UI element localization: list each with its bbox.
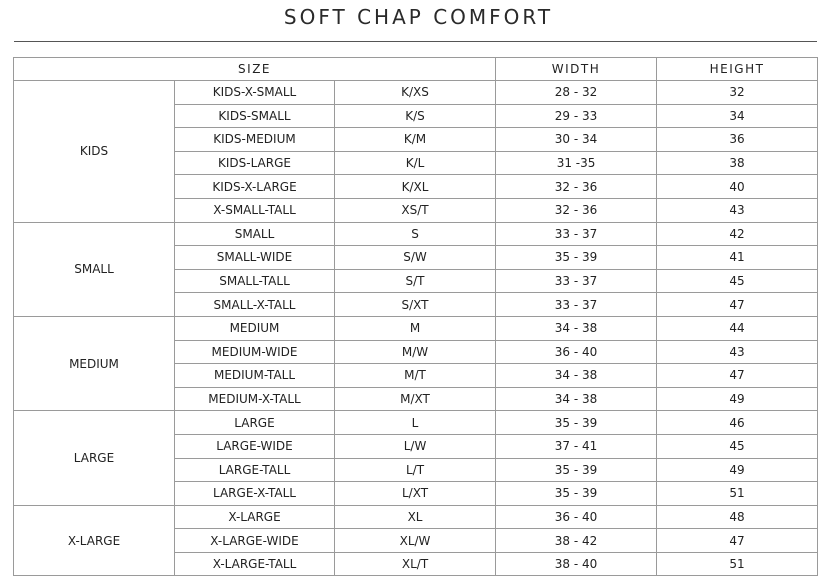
width-cell: 34 - 38 — [496, 364, 657, 388]
size-name-cell: KIDS-LARGE — [175, 151, 335, 175]
size-code-cell: S/XT — [335, 293, 496, 317]
title-divider — [14, 41, 817, 42]
width-cell: 37 - 41 — [496, 434, 657, 458]
width-cell: 35 - 39 — [496, 482, 657, 506]
height-cell: 49 — [657, 387, 818, 411]
size-name-cell: KIDS-SMALL — [175, 104, 335, 128]
width-cell: 38 - 42 — [496, 529, 657, 553]
width-cell: 33 - 37 — [496, 269, 657, 293]
table-body — [14, 81, 818, 576]
table-row — [14, 411, 818, 435]
height-cell: 47 — [657, 529, 818, 553]
size-code-cell: L — [335, 411, 496, 435]
size-name-cell: LARGE-TALL — [175, 458, 335, 482]
size-group-cell: KIDS — [14, 81, 175, 223]
width-header: WIDTH — [496, 58, 657, 81]
height-cell: 41 — [657, 246, 818, 270]
size-group-cell: X-LARGE — [14, 505, 175, 576]
size-name-cell: X-SMALL-TALL — [175, 198, 335, 222]
size-name-cell: MEDIUM-WIDE — [175, 340, 335, 364]
size-code-cell: K/M — [335, 128, 496, 152]
size-code-cell: M/T — [335, 364, 496, 388]
height-cell: 43 — [657, 198, 818, 222]
size-code-cell: XL/T — [335, 552, 496, 576]
height-cell: 44 — [657, 316, 818, 340]
size-code-cell: K/XL — [335, 175, 496, 199]
height-cell: 34 — [657, 104, 818, 128]
height-cell: 51 — [657, 552, 818, 576]
size-group-cell: LARGE — [14, 411, 175, 505]
size-name-cell: LARGE — [175, 411, 335, 435]
size-name-cell: X-LARGE — [175, 505, 335, 529]
size-code-cell: S/W — [335, 246, 496, 270]
width-cell: 29 - 33 — [496, 104, 657, 128]
size-code-cell: M/W — [335, 340, 496, 364]
size-name-cell: SMALL-WIDE — [175, 246, 335, 270]
height-cell: 40 — [657, 175, 818, 199]
height-cell: 36 — [657, 128, 818, 152]
size-name-cell: MEDIUM-X-TALL — [175, 387, 335, 411]
height-cell: 38 — [657, 151, 818, 175]
size-name-cell: LARGE-WIDE — [175, 434, 335, 458]
width-cell: 34 - 38 — [496, 316, 657, 340]
height-cell: 48 — [657, 505, 818, 529]
size-code-cell: S/T — [335, 269, 496, 293]
size-code-cell: L/T — [335, 458, 496, 482]
table-row — [14, 81, 818, 105]
size-header: SIZE — [14, 58, 496, 81]
size-name-cell: LARGE-X-TALL — [175, 482, 335, 506]
size-name-cell: KIDS-X-LARGE — [175, 175, 335, 199]
width-cell: 33 - 37 — [496, 293, 657, 317]
table-header — [14, 58, 818, 81]
size-name-cell: SMALL — [175, 222, 335, 246]
width-cell: 36 - 40 — [496, 505, 657, 529]
table-row — [14, 222, 818, 246]
size-name-cell: KIDS-X-SMALL — [175, 81, 335, 105]
size-code-cell: K/S — [335, 104, 496, 128]
height-header: HEIGHT — [657, 58, 818, 81]
width-cell: 30 - 34 — [496, 128, 657, 152]
size-name-cell: MEDIUM — [175, 316, 335, 340]
size-name-cell: X-LARGE-TALL — [175, 552, 335, 576]
width-cell: 35 - 39 — [496, 458, 657, 482]
width-cell: 35 - 39 — [496, 411, 657, 435]
size-name-cell: X-LARGE-WIDE — [175, 529, 335, 553]
width-cell: 38 - 40 — [496, 552, 657, 576]
size-name-cell: SMALL-X-TALL — [175, 293, 335, 317]
width-cell: 33 - 37 — [496, 222, 657, 246]
size-code-cell: XL — [335, 505, 496, 529]
height-cell: 32 — [657, 81, 818, 105]
height-cell: 47 — [657, 293, 818, 317]
page-title: SOFT CHAP COMFORT — [283, 5, 554, 29]
table-row — [14, 316, 818, 340]
size-code-cell: K/L — [335, 151, 496, 175]
size-code-cell: L/XT — [335, 482, 496, 506]
size-code-cell: L/W — [335, 434, 496, 458]
size-code-cell: K/XS — [335, 81, 496, 105]
width-cell: 32 - 36 — [496, 198, 657, 222]
height-cell: 43 — [657, 340, 818, 364]
size-name-cell: MEDIUM-TALL — [175, 364, 335, 388]
width-cell: 34 - 38 — [496, 387, 657, 411]
size-group-cell: MEDIUM — [14, 316, 175, 410]
width-cell: 28 - 32 — [496, 81, 657, 105]
width-cell: 32 - 36 — [496, 175, 657, 199]
size-code-cell: S — [335, 222, 496, 246]
height-cell: 46 — [657, 411, 818, 435]
size-code-cell: XS/T — [335, 198, 496, 222]
width-cell: 31 -35 — [496, 151, 657, 175]
height-cell: 45 — [657, 434, 818, 458]
table-row — [14, 505, 818, 529]
size-name-cell: SMALL-TALL — [175, 269, 335, 293]
height-cell: 45 — [657, 269, 818, 293]
size-code-cell: M/XT — [335, 387, 496, 411]
size-name-cell: KIDS-MEDIUM — [175, 128, 335, 152]
size-chart-table — [13, 57, 818, 576]
height-cell: 51 — [657, 482, 818, 506]
height-cell: 49 — [657, 458, 818, 482]
height-cell: 42 — [657, 222, 818, 246]
size-code-cell: M — [335, 316, 496, 340]
width-cell: 35 - 39 — [496, 246, 657, 270]
size-group-cell: SMALL — [14, 222, 175, 316]
size-code-cell: XL/W — [335, 529, 496, 553]
height-cell: 47 — [657, 364, 818, 388]
header-row — [14, 58, 818, 81]
width-cell: 36 - 40 — [496, 340, 657, 364]
